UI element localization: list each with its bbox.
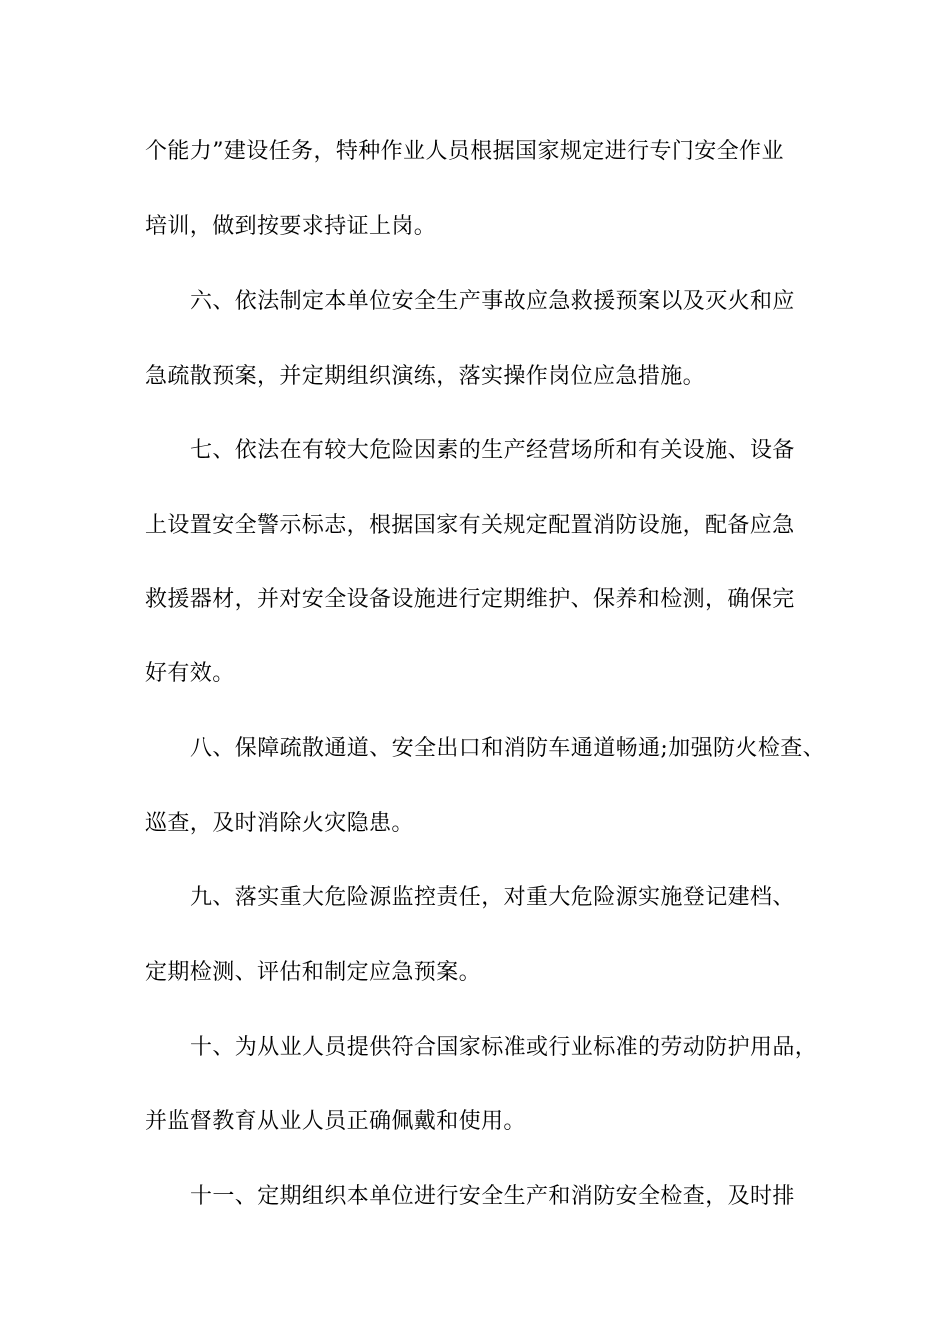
text-line: 上设置安全警示标志，根据国家有关规定配置消防设施，配备应急 [145, 513, 795, 538]
paragraph-start-line: 七、依法在有较大危险因素的生产经营场所和有关设施、设备 [190, 438, 795, 463]
text-line: 培训，做到按要求持证上岗。 [145, 214, 437, 239]
paragraph-start-line: 十、为从业人员提供符合国家标准或行业标准的劳动防护用品， [190, 1035, 818, 1060]
text-line: 好有效。 [145, 661, 235, 686]
text-line: 急疏散预案，并定期组织演练，落实操作岗位应急措施。 [145, 364, 706, 389]
paragraph-start-line: 十一、定期组织本单位进行安全生产和消防安全检查，及时排 [190, 1184, 795, 1209]
paragraph-start-line: 六、依法制定本单位安全生产事故应急救援预案以及灭火和应 [190, 289, 795, 314]
paragraph-start-line: 九、落实重大危险源监控责任，对重大危险源实施登记建档、 [190, 885, 795, 910]
text-line: 定期检测、评估和制定应急预案。 [145, 960, 482, 985]
text-line: 救援器材，并对安全设备设施进行定期维护、保养和检测，确保完 [145, 587, 795, 612]
text-line: 巡查，及时消除火灾隐患。 [145, 811, 414, 836]
text-line: 个能力”建设任务，特种作业人员根据国家规定进行专门安全作业 [145, 139, 784, 164]
paragraph-start-line: 八、保障疏散通道、安全出口和消防车通道畅通;加强防火检查、 [190, 736, 826, 761]
text-line: 并监督教育从业人员正确佩戴和使用。 [145, 1109, 526, 1134]
